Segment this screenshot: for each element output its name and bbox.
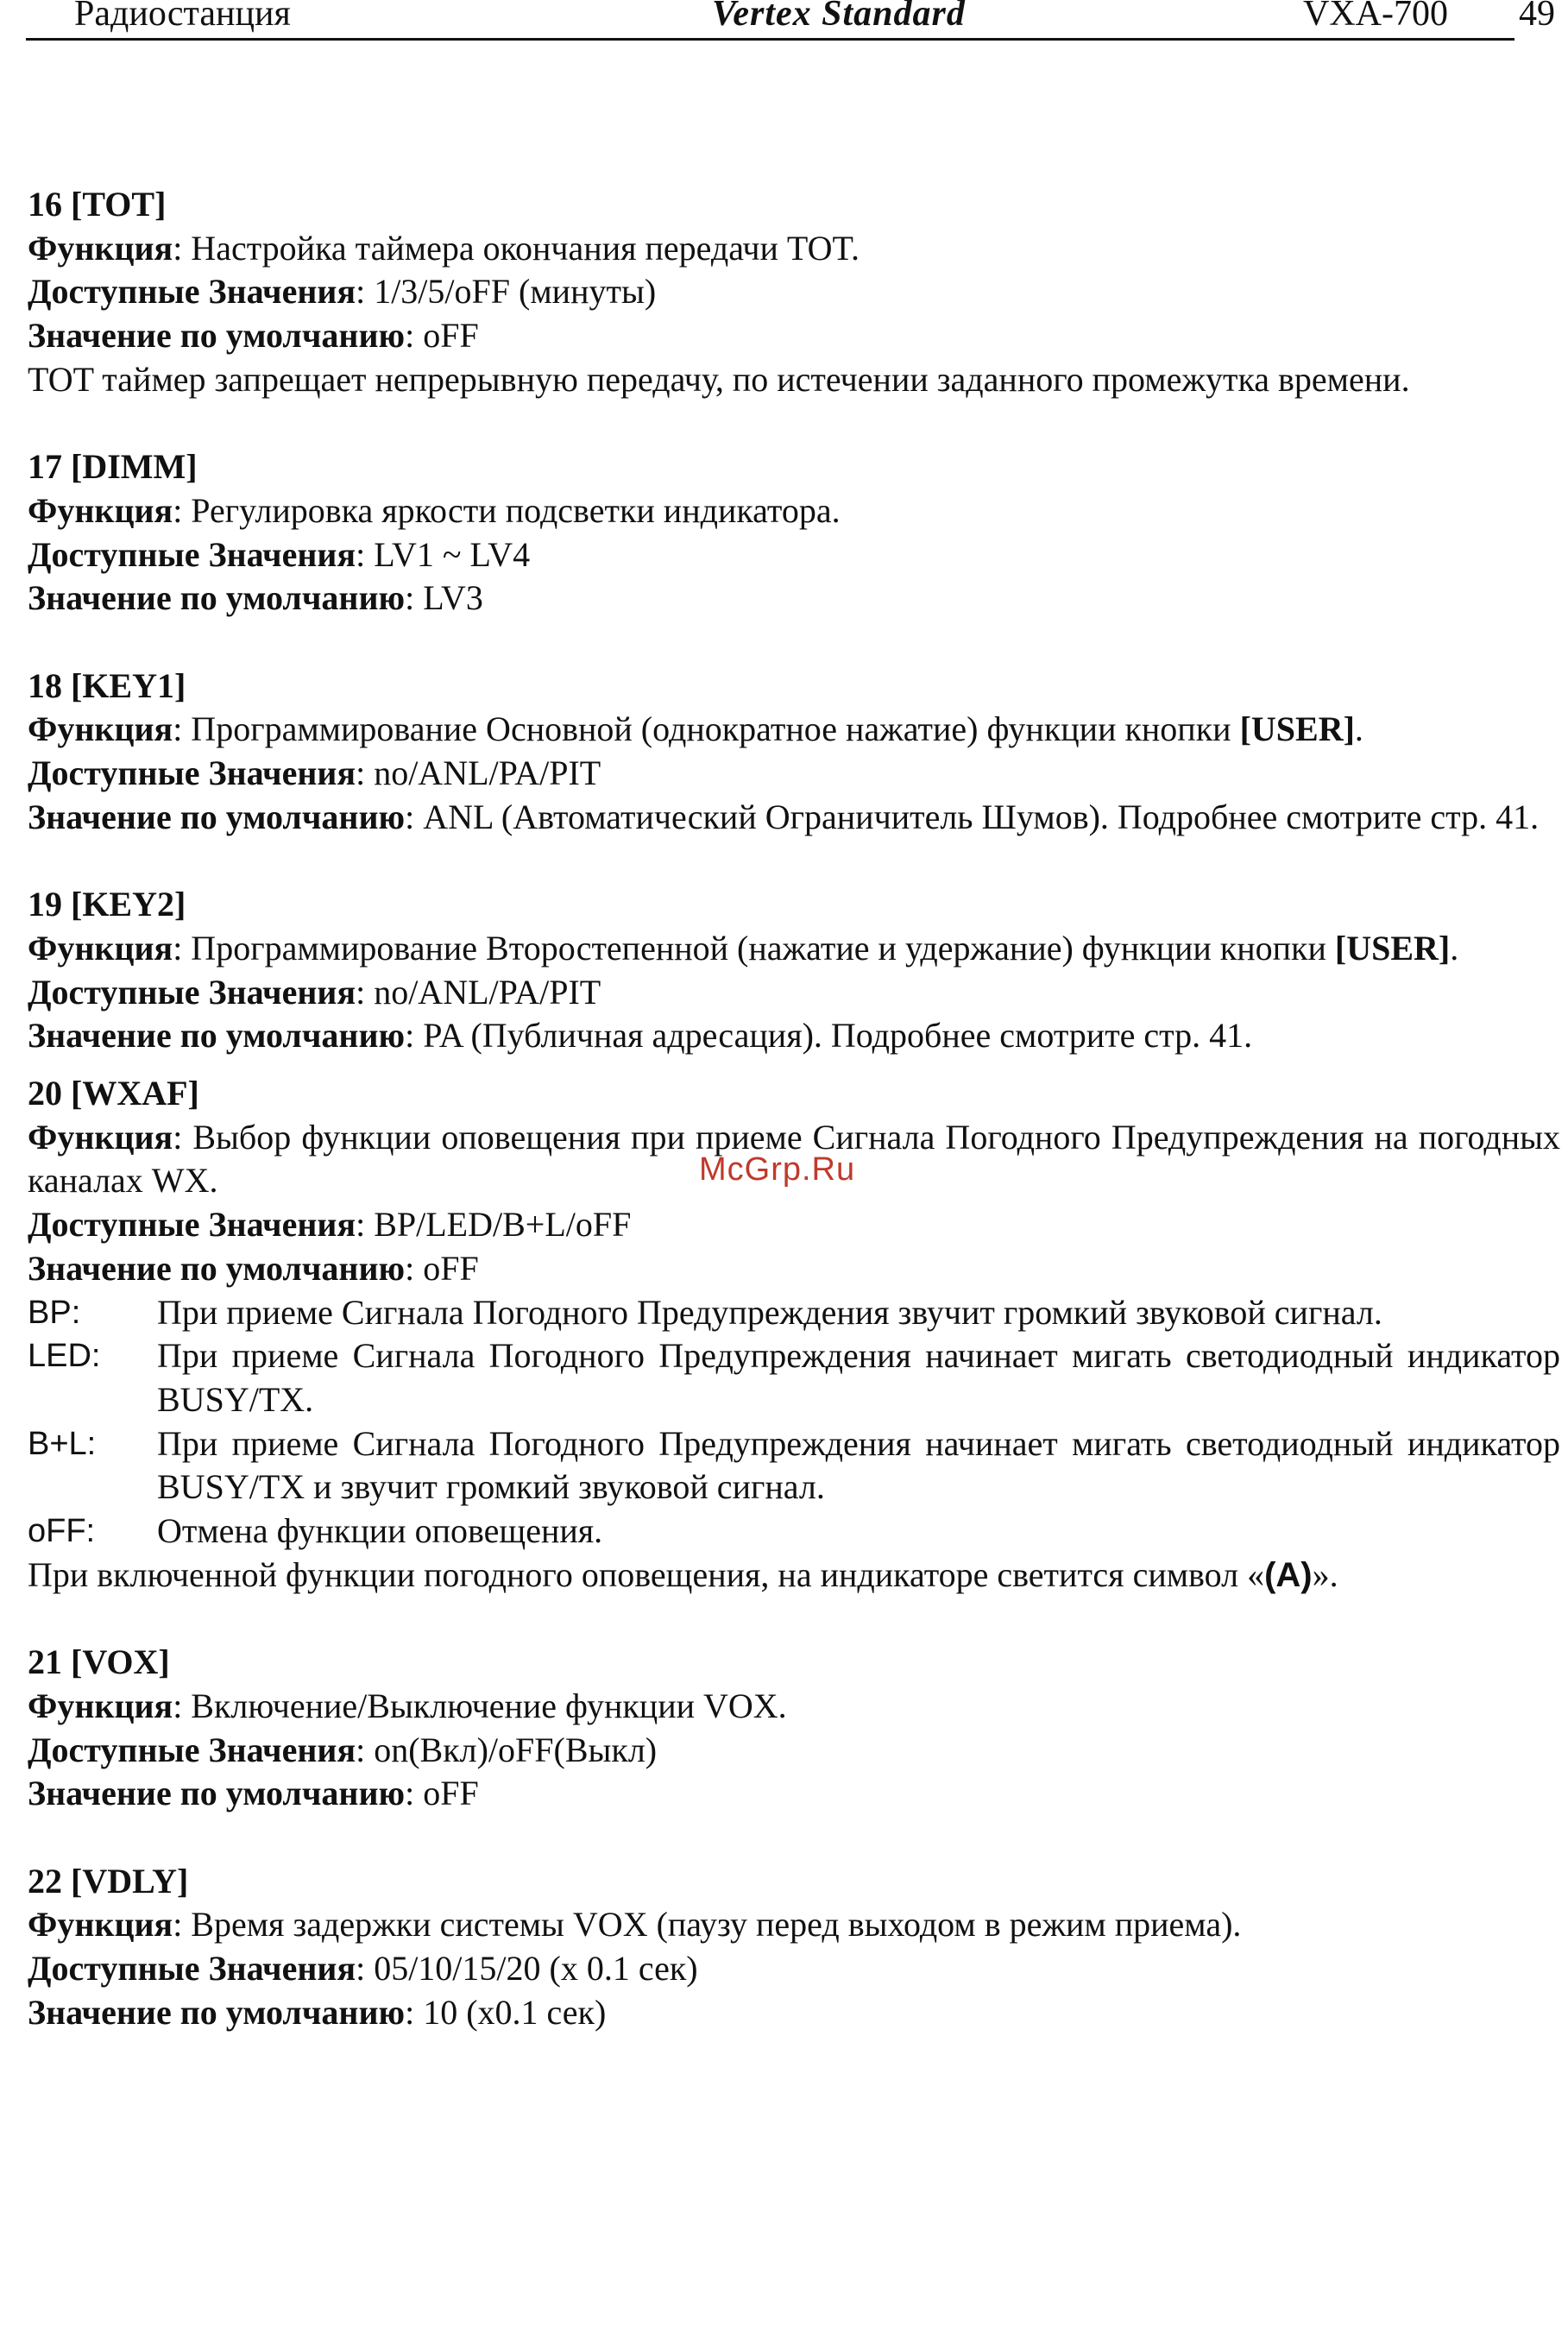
function-text: : Программирование Второстепенной (нажатие и удержание) функции кнопки [173,928,1335,968]
default-label: Значение по умолчанию [28,578,406,618]
default-text: : oFF [405,316,479,356]
user-key-ref: [USER] [1239,709,1355,749]
section-title: 20 [WXAF] [28,1074,199,1113]
header-brand: Vertex Standard [712,0,966,34]
values-line [28,270,1560,314]
option-key: BP: [28,1294,81,1331]
function-line [28,708,1560,752]
default-text: : LV3 [405,578,483,618]
section-title: 19 [KEY2] [28,885,186,924]
function-text: : Время задержки системы VOX (паузу перед выходом в режим приема). [173,1905,1242,1945]
default-line [28,1991,1560,2035]
option-key: oFF: [28,1513,96,1550]
function-label: Функция [28,1686,173,1725]
section-21-vox [28,1641,1560,1816]
weather-alert-icon: (A) [1264,1555,1313,1594]
menu-settings-content [28,183,1560,2034]
section-19-key2 [28,883,1560,1058]
watermark: McGrp.Ru [699,1151,856,1188]
function-line [28,1685,1560,1729]
section-title: 18 [KEY1] [28,665,186,705]
option-led [28,1334,1560,1421]
default-text: : oFF [405,1774,479,1813]
default-text: : 10 (x0.1 сек) [405,1992,607,2032]
section-title: 21 [VOX] [28,1642,170,1682]
default-label: Значение по умолчанию [28,1992,406,2032]
values-label: Доступные Значения [28,753,356,793]
function-text: : Программирование Основной (однократное нажатие) функции кнопки [173,709,1240,749]
values-label: Доступные Значения [28,1205,356,1245]
option-b-plus-l [28,1422,1560,1510]
values-text: : no/ANL/PA/PIT [356,753,601,793]
option-text: При приеме Сигнала Погодного Предупреждения звучит громкий звуковой сигнал. [157,1292,1382,1332]
note-end: ». [1312,1554,1338,1594]
default-label: Значение по умолчанию [28,1248,406,1288]
function-text: : Регулировка яркости подсветки индикатора. [173,490,841,530]
default-line [28,796,1560,840]
values-label: Доступные Значения [28,272,356,312]
section-title: 16 [TOT] [28,185,167,224]
function-line [28,489,1560,533]
default-line [28,1014,1560,1058]
values-line [28,752,1560,796]
values-label: Доступные Значения [28,1949,356,1989]
header-device-type: Радиостанция [74,0,291,34]
default-label: Значение по умолчанию [28,797,406,836]
function-end: . [1354,709,1363,749]
function-text: : Настройка таймера окончания передачи TOT. [173,228,860,268]
function-line [28,927,1560,971]
default-label: Значение по умолчанию [28,1016,406,1056]
values-text: : 05/10/15/20 (x 0.1 сек) [356,1949,698,1989]
values-label: Доступные Значения [28,972,356,1012]
default-text: : oFF [405,1248,479,1288]
values-text: : on(Вкл)/oFF(Выкл) [356,1730,658,1769]
function-end: . [1450,928,1459,968]
section-16-tot [28,183,1560,402]
user-key-ref: [USER] [1334,928,1451,968]
values-line [28,533,1560,577]
values-line [28,971,1560,1015]
values-text: : BP/LED/B+L/oFF [356,1205,632,1245]
default-line [28,314,1560,358]
default-line [28,1772,1560,1816]
values-line [28,1947,1560,1991]
running-header [26,0,1514,41]
section-17-dimm [28,445,1560,621]
values-line [28,1729,1560,1773]
option-bp [28,1291,1560,1335]
default-text: : PA (Публичная адресация). Подробнее смотрите стр. 41. [405,1016,1253,1056]
default-text: : ANL (Автоматический Ограничитель Шумов). Подробнее смотрите стр. 41. [405,797,1540,836]
function-label: Функция [28,1905,173,1945]
values-text: : no/ANL/PA/PIT [356,972,601,1012]
option-text: При приеме Сигнала Погодного Предупреждения начинает мигать светодиодный индикатор BUSY/TX. [157,1336,1560,1419]
section-note: TOT таймер запрещает непрерывную передачу, по истечении заданного промежутка времени. [28,359,1410,399]
option-off [28,1510,1560,1554]
default-line [28,1247,1560,1291]
values-text: : 1/3/5/oFF (минуты) [356,272,657,312]
header-model: VXA-700 [1303,0,1448,34]
default-label: Значение по умолчанию [28,316,406,356]
option-text: При приеме Сигнала Погодного Предупреждения начинает мигать светодиодный индикатор BUSY/TX и звучит громкий звуковой сигнал. [157,1423,1560,1507]
page-number: 49 [1519,0,1555,34]
function-label: Функция [28,228,173,268]
default-line [28,577,1560,621]
function-label: Функция [28,928,173,968]
section-title: 17 [DIMM] [28,447,198,487]
note-text: При включенной функции погодного оповещения, на индикаторе светится символ « [28,1554,1265,1594]
function-line [28,1903,1560,1947]
function-text: : Выбор функции оповещения при приеме Сигнала Погодного Предупреждения на погодных каналах WX. [28,1117,1560,1201]
function-label: Функция [28,709,173,749]
default-label: Значение по умолчанию [28,1774,406,1813]
function-label: Функция [28,1117,173,1157]
section-title: 22 [VDLY] [28,1861,189,1901]
values-line [28,1203,1560,1247]
function-line [28,1116,1560,1203]
values-text: : LV1 ~ LV4 [356,534,531,574]
values-label: Доступные Значения [28,534,356,574]
function-text: : Включение/Выключение функции VOX. [173,1686,787,1725]
section-22-vdly [28,1860,1560,2035]
values-label: Доступные Значения [28,1730,356,1769]
section-note [28,1554,1560,1598]
section-18-key1 [28,665,1560,840]
option-text: Отмена функции оповещения. [157,1511,603,1551]
function-label: Функция [28,490,173,530]
function-line [28,227,1560,271]
option-key: LED: [28,1338,101,1375]
option-key: B+L: [28,1425,97,1462]
section-20-wxaf [28,1072,1560,1597]
